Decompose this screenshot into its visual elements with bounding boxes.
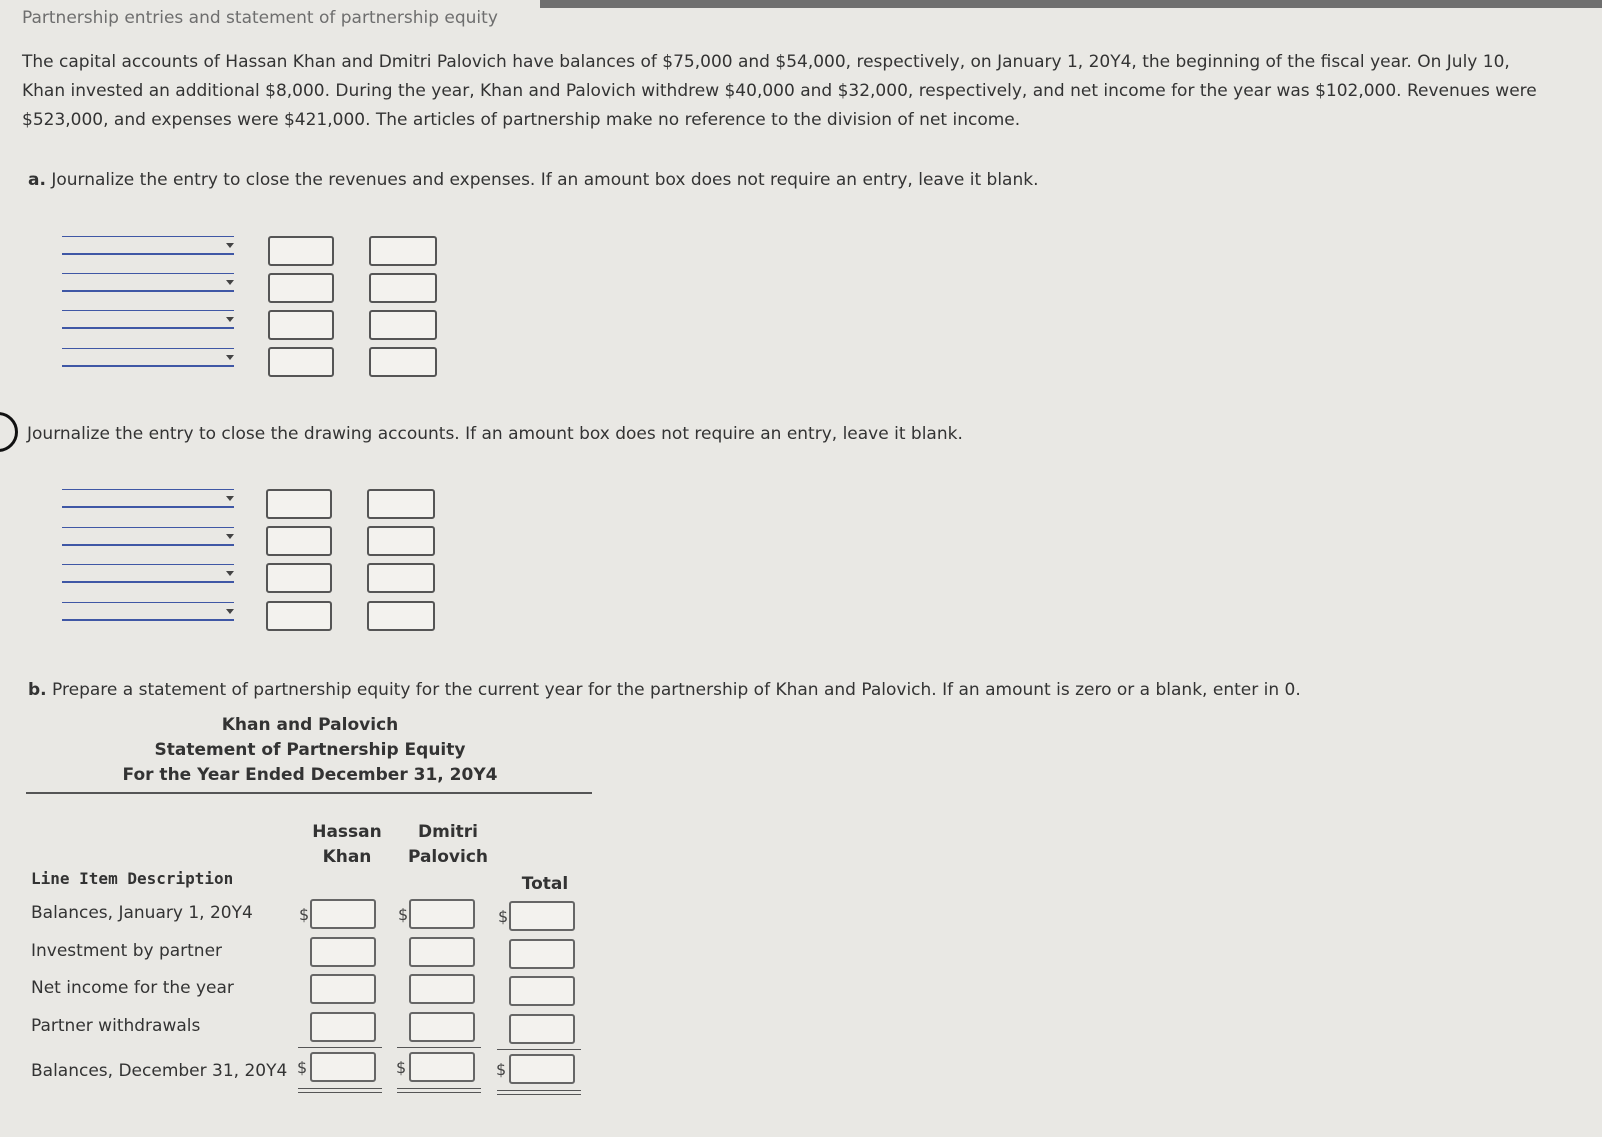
part-b-instruction: [28, 680, 1301, 700]
total-net-income-input[interactable]: [509, 976, 575, 1006]
row-label-beginning-balance: Balances, January 1, 20Y4: [31, 903, 253, 923]
total-withdrawals-input[interactable]: [509, 1014, 575, 1044]
debit-input[interactable]: [266, 489, 332, 519]
currency-symbol: $: [498, 907, 509, 926]
credit-input[interactable]: [369, 273, 437, 303]
credit-input[interactable]: [367, 489, 435, 519]
part-a-instruction-1-text: Journalize the entry to close the revenues and expenses. If an amount box does not require an entry, leave it blank.: [51, 170, 1039, 190]
chevron-down-icon: [226, 280, 234, 285]
col-header-khan-first: Hassan: [312, 822, 382, 842]
heading-rule: [26, 792, 592, 794]
step-marker: [0, 412, 18, 452]
double-rule: [397, 1088, 481, 1089]
part-b-instruction-text: Prepare a statement of partnership equity for the current year for the partnership of Khan and Palovich. If an amount is zero or a blank, enter in 0.: [52, 680, 1301, 700]
col-header-khan-last: Khan: [322, 847, 372, 867]
double-rule: [497, 1090, 581, 1091]
problem-text: [22, 48, 1582, 135]
account-dropdown[interactable]: [62, 486, 234, 508]
account-dropdown[interactable]: [62, 599, 234, 621]
credit-input[interactable]: [367, 526, 435, 556]
part-b-marker: b.: [28, 680, 47, 700]
khan-ending-input[interactable]: [310, 1052, 376, 1082]
chevron-down-icon: [226, 317, 234, 322]
palovich-ending-input[interactable]: [409, 1052, 475, 1082]
chevron-down-icon: [226, 534, 234, 539]
chevron-down-icon: [226, 355, 234, 360]
col-header-total: Total: [521, 874, 569, 894]
debit-input[interactable]: [266, 526, 332, 556]
statement-title: Statement of Partnership Equity: [154, 740, 466, 760]
part-a-instruction-1: [28, 170, 1039, 190]
account-dropdown[interactable]: [62, 345, 234, 367]
double-rule: [397, 1092, 481, 1093]
total-beginning-input[interactable]: [509, 901, 575, 931]
top-border: [540, 0, 1602, 8]
double-rule: [298, 1092, 382, 1093]
total-rule: [397, 1047, 481, 1048]
problem-line-3: $523,000, and expenses were $421,000. The articles of partnership make no reference to the division of net income.: [22, 110, 1021, 130]
line-item-header: Line Item Description: [31, 869, 234, 888]
chevron-down-icon: [226, 609, 234, 614]
part-a-instruction-2: Journalize the entry to close the drawing accounts. If an amount box does not require an entry, leave it blank.: [27, 424, 963, 444]
palovich-investment-input[interactable]: [409, 937, 475, 967]
row-label-net-income: Net income for the year: [31, 978, 234, 998]
col-header-palovich-first: Dmitri: [418, 822, 478, 842]
credit-input[interactable]: [367, 563, 435, 593]
palovich-withdrawals-input[interactable]: [409, 1012, 475, 1042]
khan-investment-input[interactable]: [310, 937, 376, 967]
debit-input[interactable]: [268, 236, 334, 266]
khan-beginning-input[interactable]: [310, 899, 376, 929]
palovich-net-income-input[interactable]: [409, 974, 475, 1004]
statement-company: Khan and Palovich: [221, 715, 399, 735]
currency-symbol: $: [398, 905, 409, 924]
row-label-withdrawals: Partner withdrawals: [31, 1016, 201, 1036]
debit-input[interactable]: [266, 563, 332, 593]
palovich-beginning-input[interactable]: [409, 899, 475, 929]
currency-symbol: $: [297, 1058, 308, 1077]
debit-input[interactable]: [268, 347, 334, 377]
credit-input[interactable]: [369, 310, 437, 340]
statement-period: For the Year Ended December 31, 20Y4: [122, 765, 498, 785]
double-rule: [497, 1094, 581, 1095]
part-a-marker: a.: [28, 170, 46, 190]
double-rule: [298, 1088, 382, 1089]
row-label-investment: Investment by partner: [31, 941, 223, 961]
row-label-ending-balance: Balances, December 31, 20Y4: [31, 1061, 288, 1081]
credit-input[interactable]: [367, 601, 435, 631]
page-title: Partnership entries and statement of partnership equity: [22, 8, 498, 28]
currency-symbol: $: [299, 905, 310, 924]
credit-input[interactable]: [369, 236, 437, 266]
total-rule: [497, 1049, 581, 1050]
problem-line-1: The capital accounts of Hassan Khan and Dmitri Palovich have balances of $75,000 and $54,000, respectively, on January 1, 20Y4, the beginning of the fiscal year. On July 10,: [22, 52, 1510, 72]
currency-symbol: $: [496, 1060, 507, 1079]
col-header-palovich-last: Palovich: [407, 847, 489, 867]
total-investment-input[interactable]: [509, 939, 575, 969]
debit-input[interactable]: [266, 601, 332, 631]
debit-input[interactable]: [268, 273, 334, 303]
account-dropdown[interactable]: [62, 524, 234, 546]
total-ending-input[interactable]: [509, 1054, 575, 1084]
problem-line-2: Khan invested an additional $8,000. During the year, Khan and Palovich withdrew $40,000 and $32,000, respectively, and net income for the year was $102,000. Revenues were: [22, 81, 1537, 101]
account-dropdown[interactable]: [62, 270, 234, 292]
account-dropdown[interactable]: [62, 233, 234, 255]
total-rule: [298, 1047, 382, 1048]
chevron-down-icon: [226, 571, 234, 576]
account-dropdown[interactable]: [62, 561, 234, 583]
account-dropdown[interactable]: [62, 307, 234, 329]
khan-withdrawals-input[interactable]: [310, 1012, 376, 1042]
credit-input[interactable]: [369, 347, 437, 377]
chevron-down-icon: [226, 243, 234, 248]
debit-input[interactable]: [268, 310, 334, 340]
currency-symbol: $: [396, 1058, 407, 1077]
khan-net-income-input[interactable]: [310, 974, 376, 1004]
chevron-down-icon: [226, 496, 234, 501]
